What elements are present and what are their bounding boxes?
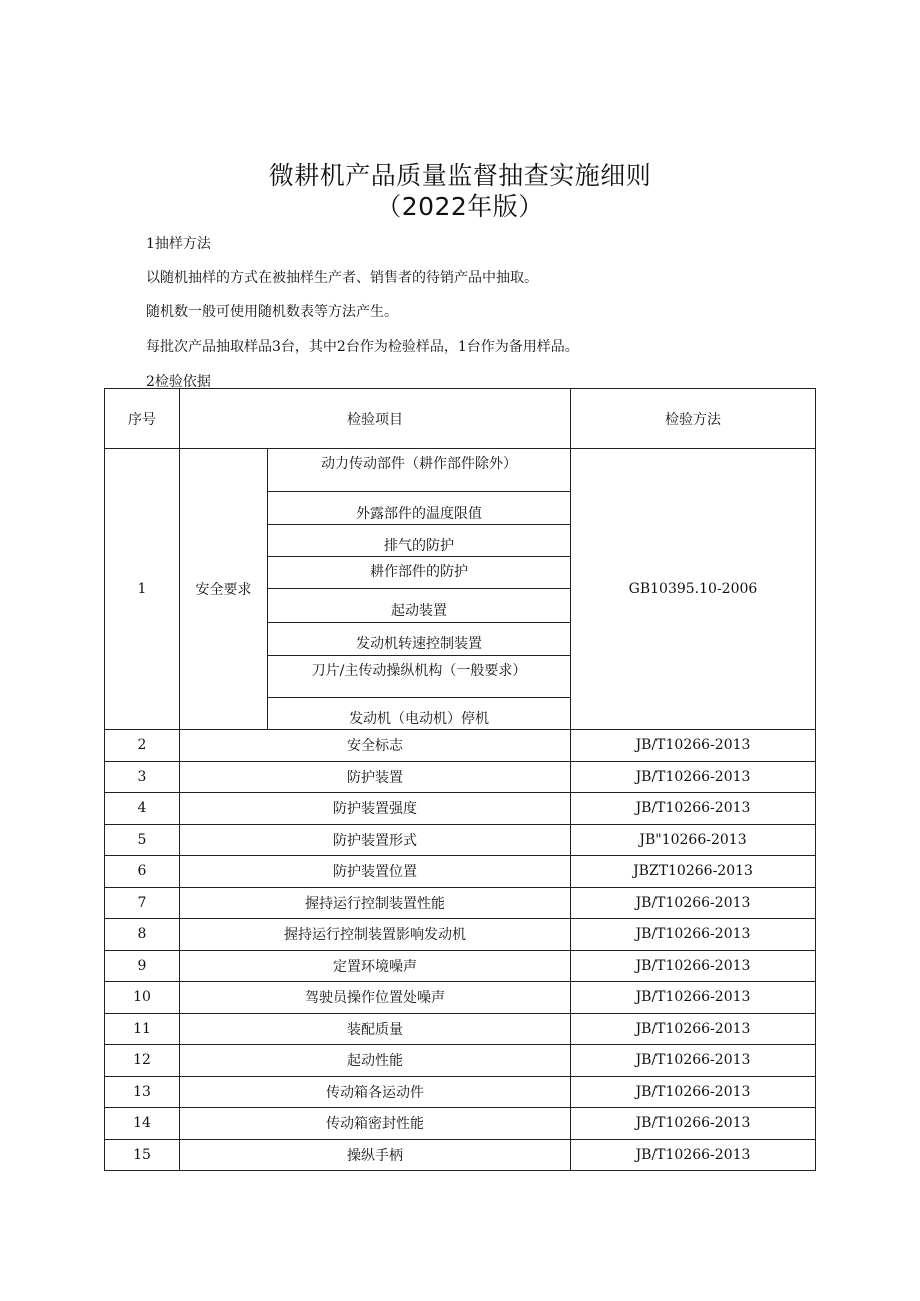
cell-item: 握持运行控制装置性能	[180, 887, 571, 919]
cell-method: JB/T10266-2013	[571, 1013, 816, 1045]
table-row	[105, 919, 816, 951]
cell-method: JB/T10266-2013	[571, 950, 816, 982]
cell-item: 外露部件的温度限值	[268, 492, 571, 525]
cell-item: 安全标志	[180, 730, 571, 762]
table-row	[105, 982, 816, 1014]
cell-item: 动力传动部件（耕作部件除外）	[268, 449, 571, 492]
cell-item: 传动箱各运动件	[180, 1076, 571, 1108]
cell-no: 15	[105, 1139, 180, 1171]
table-body	[105, 730, 816, 1171]
cell-item: 起动性能	[180, 1045, 571, 1077]
header-no: 序号	[105, 389, 180, 449]
cell-no: 7	[105, 887, 180, 919]
table-row	[105, 950, 816, 982]
cell-method: JB/T10266-2013	[571, 1108, 816, 1140]
cell-item: 操纵手柄	[180, 1139, 571, 1171]
cell-item: 防护装置	[180, 761, 571, 793]
cell-item: 传动箱密封性能	[180, 1108, 571, 1140]
cell-item: 刀片/主传动操纵机构（一般要求）	[268, 656, 571, 698]
paragraph: 每批次产品抽取样品3台，其中2台作为检验样品，1台作为备用样品。	[146, 339, 579, 355]
cell-no: 1	[105, 449, 180, 730]
cell-method: JB/T10266-2013	[571, 761, 816, 793]
table-row	[105, 824, 816, 856]
cell-item: 驾驶员操作位置处噪声	[180, 982, 571, 1014]
cell-method: JB/T10266-2013	[571, 1045, 816, 1077]
inspection-table	[104, 388, 816, 1171]
cell-no: 8	[105, 919, 180, 951]
cell-category: 安全要求	[180, 449, 268, 730]
cell-item: 起动装置	[268, 589, 571, 623]
table-header-row	[105, 389, 816, 449]
table-row	[105, 856, 816, 888]
table-row	[105, 730, 816, 762]
cell-no: 9	[105, 950, 180, 982]
document-title: 微耕机产品质量监督抽查实施细则	[268, 161, 652, 190]
table-row	[105, 793, 816, 825]
section-heading-basis: 2检验依据	[146, 374, 211, 390]
cell-no: 4	[105, 793, 180, 825]
cell-item: 发动机（电动机）停机	[268, 698, 571, 730]
table-row	[105, 887, 816, 919]
cell-item: 定置环境噪声	[180, 950, 571, 982]
paragraph: 以随机抽样的方式在被抽样生产者、销售者的待销产品中抽取。	[146, 270, 538, 286]
cell-method: JB/T10266-2013	[571, 887, 816, 919]
cell-item: 排气的防护	[268, 525, 571, 557]
cell-no: 5	[105, 824, 180, 856]
table-row	[105, 1045, 816, 1077]
cell-no: 14	[105, 1108, 180, 1140]
cell-method: JB/T10266-2013	[571, 730, 816, 762]
cell-item: 防护装置形式	[180, 824, 571, 856]
cell-no: 3	[105, 761, 180, 793]
table-row	[105, 1013, 816, 1045]
cell-method: JB/T10266-2013	[571, 793, 816, 825]
section-heading-sampling: 1抽样方法	[146, 236, 211, 252]
cell-method: JB/T10266-2013	[571, 1076, 816, 1108]
document-subtitle: （2022年版）	[376, 192, 544, 221]
header-item: 检验项目	[180, 389, 571, 449]
table-row	[105, 1139, 816, 1171]
table-row	[105, 1108, 816, 1140]
cell-method: JB/T10266-2013	[571, 919, 816, 951]
header-method: 检验方法	[571, 389, 816, 449]
cell-item: 耕作部件的防护	[268, 557, 571, 589]
cell-item: 装配质量	[180, 1013, 571, 1045]
cell-item: 防护装置位置	[180, 856, 571, 888]
cell-item: 握持运行控制装置影响发动机	[180, 919, 571, 951]
cell-method: JBZT10266-2013	[571, 856, 816, 888]
table-row	[105, 1076, 816, 1108]
cell-method: JB"10266-2013	[571, 824, 816, 856]
cell-item: 防护装置强度	[180, 793, 571, 825]
cell-method: GB10395.10-2006	[571, 449, 816, 730]
cell-no: 12	[105, 1045, 180, 1077]
cell-no: 6	[105, 856, 180, 888]
cell-method: JB/T10266-2013	[571, 982, 816, 1014]
cell-no: 10	[105, 982, 180, 1014]
cell-no: 13	[105, 1076, 180, 1108]
cell-method: JB/T10266-2013	[571, 1139, 816, 1171]
cell-no: 2	[105, 730, 180, 762]
table-row	[105, 761, 816, 793]
paragraph: 随机数一般可使用随机数表等方法产生。	[146, 304, 398, 320]
cell-item: 发动机转速控制装置	[268, 623, 571, 656]
table-row	[105, 449, 816, 492]
cell-no: 11	[105, 1013, 180, 1045]
